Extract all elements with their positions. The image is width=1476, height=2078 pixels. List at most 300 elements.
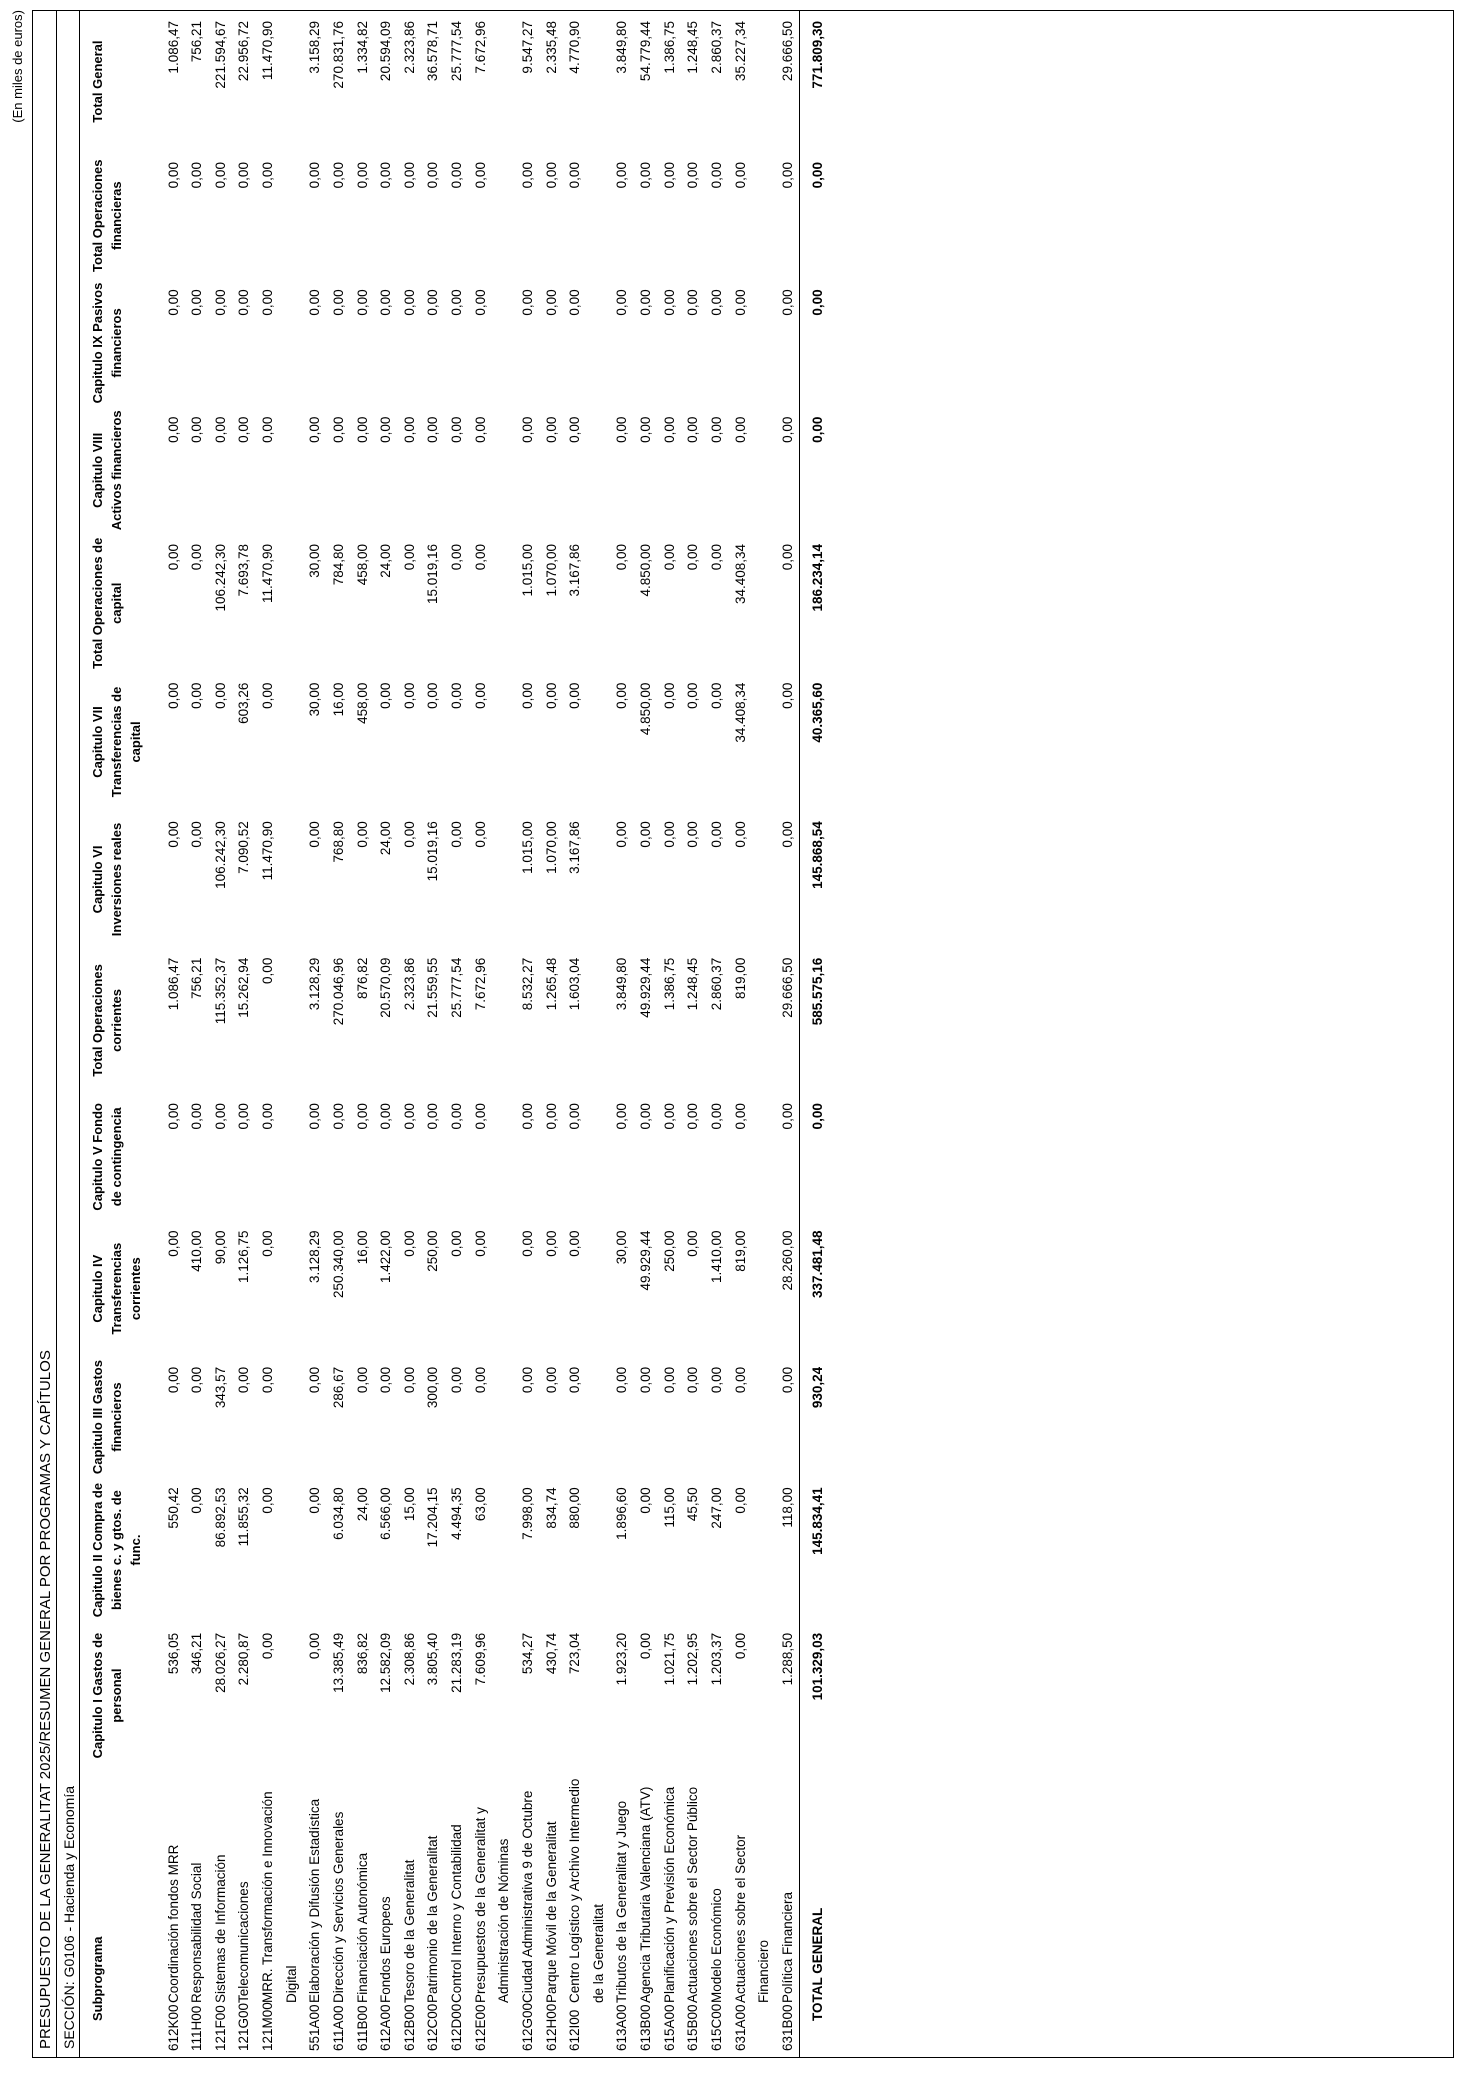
value-cell: 15.262,94 <box>236 957 252 1018</box>
value-cell: 15.019,16 <box>425 821 441 882</box>
value-cell: 2.323,86 <box>401 21 417 74</box>
value-cell: 0,00 <box>543 1366 559 1394</box>
total-cap8: 0,00 <box>810 416 826 443</box>
total-cap2: 145.834,41 <box>810 1487 826 1555</box>
value-cell: 286,67 <box>330 1366 346 1409</box>
value-cell: 0,00 <box>354 416 370 443</box>
value-cell: 4.850,00 <box>638 682 654 736</box>
value-cell: 0,00 <box>776 534 800 673</box>
value-cell: 0,00 <box>732 1366 748 1394</box>
value-cell: 1.021,75 <box>661 1632 677 1686</box>
value-cell: 0,00 <box>614 1366 630 1394</box>
subprogram-code: 111H00 <box>189 2005 205 2051</box>
value-cell: 0,00 <box>661 1366 677 1394</box>
value-cell: 4.850,00 <box>638 543 654 597</box>
value-cell: 768,80 <box>330 821 346 863</box>
value-cell: 3.805,40 <box>425 1632 441 1686</box>
value-cell: 0,00 <box>401 543 417 571</box>
subprogram-name: Planificación y Previsión Económica <box>661 1786 677 2003</box>
budget-table <box>81 11 836 2057</box>
value-cell: 0,00 <box>732 289 748 316</box>
report-frame <box>32 10 1454 2058</box>
value-cell: 6.034,80 <box>330 1487 346 1540</box>
value-cell: 0,00 <box>543 1103 559 1130</box>
value-cell: 0,00 <box>776 279 800 406</box>
subprogram-name: Patrimonio de la Generalitat <box>425 1835 441 2003</box>
value-cell: 0,00 <box>165 162 181 189</box>
value-cell: 28.260,00 <box>776 1220 800 1356</box>
value-cell: 0,00 <box>732 416 748 443</box>
value-cell: 0,00 <box>661 821 677 848</box>
table-row <box>563 11 610 2057</box>
value-cell: 1.015,00 <box>519 821 535 874</box>
value-cell: 0,00 <box>449 682 465 709</box>
value-cell: 410,00 <box>189 1230 205 1272</box>
value-cell: 0,00 <box>685 416 701 443</box>
value-cell: 0,00 <box>307 289 323 316</box>
total-cap4: 337.481,48 <box>810 1230 826 1299</box>
table-row <box>540 11 564 2057</box>
value-cell: 29.666,50 <box>776 948 800 1093</box>
value-cell: 3.849,80 <box>614 21 630 74</box>
value-cell: 1.086,47 <box>165 21 181 74</box>
section-divider <box>79 11 80 2057</box>
table-row <box>374 11 398 2057</box>
subprogram-name: Tributos de la Generalitat y Juego <box>614 1800 630 2003</box>
value-cell: 49.929,44 <box>638 1230 654 1291</box>
value-cell: 0,00 <box>354 1366 370 1394</box>
subprogram-name: Agencia Tributaria Valenciana (ATV) <box>638 1786 654 2003</box>
value-cell: 1.896,60 <box>614 1487 630 1540</box>
value-cell: 0,00 <box>543 1230 559 1257</box>
value-cell: 90,00 <box>212 1230 228 1265</box>
value-cell: 0,00 <box>330 1103 346 1130</box>
value-cell: 0,00 <box>685 1366 701 1394</box>
value-cell: 34.408,34 <box>732 543 748 604</box>
value-cell: 29.666,50 <box>776 11 800 152</box>
value-cell: 2.308,86 <box>401 1632 417 1686</box>
value-cell: 34.408,34 <box>732 682 748 743</box>
value-cell: 834,74 <box>543 1487 559 1529</box>
value-cell: 0,00 <box>260 289 276 316</box>
value-cell: 21.559,55 <box>425 957 441 1018</box>
value-cell: 346,21 <box>189 1632 205 1675</box>
value-cell: 0,00 <box>472 416 488 443</box>
value-cell: 0,00 <box>165 682 181 709</box>
value-cell: 0,00 <box>614 1103 630 1130</box>
value-cell: 3.128,29 <box>307 1230 323 1284</box>
value-cell: 2.335,48 <box>543 21 559 74</box>
value-cell: 1.248,45 <box>685 21 701 74</box>
table-body <box>152 11 800 2057</box>
table-row <box>445 11 469 2057</box>
table-row <box>776 11 800 2057</box>
subprogram-name: Control Interno y Contabilidad <box>449 1824 465 2003</box>
value-cell: 603,26 <box>236 682 252 724</box>
value-cell: 0,00 <box>330 162 346 189</box>
subprogram-code: 615C00 <box>708 2003 724 2051</box>
subprogram-name: Política Financiera <box>776 1768 800 2007</box>
subprogram-code: 121M00 <box>260 2002 276 2051</box>
value-cell: 0,00 <box>685 1103 701 1130</box>
value-cell: 0,00 <box>165 543 181 571</box>
value-cell: 0,00 <box>685 543 701 571</box>
value-cell: 115.352,37 <box>212 957 228 1025</box>
value-cell: 250,00 <box>661 1230 677 1272</box>
value-cell: 876,82 <box>354 957 370 999</box>
total-cap6: 145.868,54 <box>810 821 826 889</box>
value-cell: 11.470,90 <box>260 21 276 81</box>
value-cell: 0,00 <box>425 162 441 189</box>
value-cell: 0,00 <box>614 416 630 443</box>
value-cell: 0,00 <box>776 673 800 812</box>
value-cell: 0,00 <box>472 1366 488 1394</box>
value-cell: 0,00 <box>685 1230 701 1257</box>
value-cell: 1.386,75 <box>661 957 677 1011</box>
value-cell: 0,00 <box>661 162 677 189</box>
table-row <box>610 11 634 2057</box>
value-cell: 0,00 <box>776 811 800 947</box>
value-cell: 0,00 <box>212 416 228 443</box>
value-cell: 16,00 <box>330 682 346 717</box>
value-cell: 0,00 <box>567 162 583 189</box>
subprogram-code: 612H00 <box>543 2003 559 2051</box>
value-cell: 784,80 <box>330 543 346 586</box>
table-row <box>469 11 516 2057</box>
title-divider <box>56 11 57 2057</box>
value-cell: 1.126,75 <box>236 1230 252 1284</box>
value-cell: 0,00 <box>260 1632 276 1660</box>
table-row <box>327 11 351 2057</box>
value-cell: 0,00 <box>378 162 394 189</box>
subprogram-name: Actuaciones sobre el Sector Financiero <box>732 1834 772 2003</box>
value-cell: 0,00 <box>189 162 205 189</box>
header-cap2: Capitulo II Compra de bienes c. y gtos. de func. <box>90 1482 143 1618</box>
subprogram-code: 612A00 <box>378 2004 394 2051</box>
value-cell: 63,00 <box>472 1487 488 1522</box>
total-financieras: 0,00 <box>810 162 826 189</box>
value-cell: 0,00 <box>776 1357 800 1477</box>
value-cell: 54.779,44 <box>638 21 654 82</box>
value-cell: 7.998,00 <box>519 1487 535 1540</box>
value-cell: 24,00 <box>378 821 394 856</box>
value-cell: 1.923,20 <box>614 1632 630 1686</box>
value-cell: 7.672,96 <box>472 957 488 1011</box>
value-cell: 20.570,09 <box>378 957 394 1018</box>
value-cell: 0,00 <box>732 162 748 189</box>
value-cell: 536,05 <box>165 1632 181 1675</box>
value-cell: 0,00 <box>614 289 630 316</box>
value-cell: 0,00 <box>567 289 583 316</box>
value-cell: 1.422,00 <box>378 1230 394 1284</box>
value-cell: 0,00 <box>330 416 346 443</box>
value-cell: 0,00 <box>354 821 370 848</box>
total-corrientes: 585.575,16 <box>810 957 826 1026</box>
value-cell: 0,00 <box>189 289 205 316</box>
value-cell: 3.849,80 <box>614 957 630 1011</box>
value-cell: 0,00 <box>307 1366 323 1394</box>
subprogram-code: 612I00 <box>567 2009 583 2051</box>
total-cap5: 0,00 <box>810 1103 826 1130</box>
header-row <box>81 11 152 2057</box>
value-cell: 0,00 <box>425 682 441 709</box>
value-cell: 0,00 <box>732 1487 748 1514</box>
value-cell: 0,00 <box>378 416 394 443</box>
value-cell: 819,00 <box>732 957 748 999</box>
value-cell: 0,00 <box>543 289 559 316</box>
table-row <box>681 11 705 2057</box>
value-cell: 0,00 <box>449 416 465 443</box>
value-cell: 0,00 <box>519 162 535 189</box>
value-cell: 0,00 <box>307 1632 323 1660</box>
value-cell: 0,00 <box>776 152 800 279</box>
value-cell: 880,00 <box>567 1487 583 1529</box>
value-cell: 0,00 <box>776 407 800 534</box>
value-cell: 0,00 <box>425 416 441 443</box>
value-cell: 0,00 <box>567 416 583 443</box>
value-cell: 25.777,54 <box>449 957 465 1018</box>
subprogram-name: Dirección y Servicios Generales <box>330 1811 346 2003</box>
subprogram-code: 613A00 <box>614 2004 630 2051</box>
value-cell: 0,00 <box>260 162 276 189</box>
value-cell: 106.242,30 <box>212 543 228 612</box>
value-cell: 30,00 <box>307 543 323 578</box>
subprogram-code: 612C00 <box>425 2003 441 2051</box>
value-cell: 0,00 <box>378 1366 394 1394</box>
value-cell: 2.860,37 <box>708 957 724 1011</box>
header-cap7: Capitulo VII Transferencias de capital <box>90 686 143 798</box>
header-cap5: Capitulo V Fondo de contingencia <box>90 1103 124 1211</box>
value-cell: 0,00 <box>260 1230 276 1257</box>
value-cell: 0,00 <box>165 416 181 443</box>
value-cell: 1.070,00 <box>543 821 559 874</box>
value-cell: 0,00 <box>708 821 724 848</box>
subprogram-code: 631B00 <box>776 2007 800 2057</box>
value-cell: 0,00 <box>354 1103 370 1130</box>
value-cell: 11.470,90 <box>260 821 276 881</box>
value-cell: 4.770,90 <box>567 21 583 74</box>
value-cell: 0,00 <box>401 1230 417 1257</box>
value-cell: 3.128,29 <box>307 957 323 1011</box>
table-row <box>303 11 327 2057</box>
header-cap3: Capitulo III Gastos financieros <box>90 1360 124 1475</box>
value-cell: 836,82 <box>354 1632 370 1675</box>
subprogram-name: Financiación Autonómica <box>354 1852 370 2003</box>
value-cell: 723,04 <box>567 1632 583 1675</box>
value-cell: 0,00 <box>236 289 252 316</box>
subprogram-code: 611B00 <box>354 2005 370 2051</box>
value-cell: 0,00 <box>614 821 630 848</box>
value-cell: 0,00 <box>401 289 417 316</box>
value-cell: 24,00 <box>354 1487 370 1522</box>
value-cell: 0,00 <box>638 1632 654 1660</box>
value-cell: 0,00 <box>189 1103 205 1130</box>
subprogram-code: 551A00 <box>307 2004 323 2051</box>
value-cell: 118,00 <box>776 1477 800 1622</box>
value-cell: 0,00 <box>472 1230 488 1257</box>
value-cell: 1.248,45 <box>685 957 701 1011</box>
value-cell: 0,00 <box>378 1103 394 1130</box>
value-cell: 0,00 <box>212 162 228 189</box>
value-cell: 0,00 <box>519 416 535 443</box>
value-cell: 106.242,30 <box>212 821 228 889</box>
value-cell: 0,00 <box>708 162 724 189</box>
subprogram-name: MRR. Transformación e Innovación Digital <box>260 1791 299 2003</box>
value-cell: 0,00 <box>661 543 677 571</box>
value-cell: 2.860,37 <box>708 21 724 74</box>
value-cell: 221.594,67 <box>212 21 228 89</box>
value-cell: 1.265,48 <box>543 957 559 1011</box>
value-cell: 0,00 <box>685 162 701 189</box>
table-row <box>516 11 540 2057</box>
value-cell: 0,00 <box>614 682 630 709</box>
subprogram-name: Fondos Europeos <box>378 1896 394 2003</box>
value-cell: 0,00 <box>732 1632 748 1660</box>
value-cell: 45,50 <box>685 1487 701 1522</box>
value-cell: 9.547,27 <box>519 21 535 74</box>
value-cell: 49.929,44 <box>638 957 654 1018</box>
value-cell: 1.070,00 <box>543 543 559 597</box>
value-cell: 0,00 <box>567 1366 583 1394</box>
subprogram-code: 613B00 <box>638 2004 654 2051</box>
value-cell: 0,00 <box>567 682 583 709</box>
value-cell: 0,00 <box>189 1366 205 1394</box>
value-cell: 0,00 <box>189 682 205 709</box>
value-cell: 0,00 <box>378 289 394 316</box>
value-cell: 0,00 <box>472 543 488 571</box>
subprogram-name: Coordinación fondos MRR <box>165 1844 181 2003</box>
total-label: TOTAL GENERAL <box>810 1907 826 2021</box>
value-cell: 819,00 <box>732 1230 748 1272</box>
value-cell: 0,00 <box>260 416 276 443</box>
units-note: (En miles de euros) <box>10 10 25 123</box>
value-cell: 0,00 <box>236 1103 252 1130</box>
value-cell: 1.015,00 <box>519 543 535 597</box>
value-cell: 0,00 <box>189 821 205 848</box>
value-cell: 0,00 <box>260 1487 276 1514</box>
value-cell: 0,00 <box>401 162 417 189</box>
section-label: SECCIÓN: G0106 - Hacienda y Economía <box>61 1785 77 2049</box>
value-cell: 7.693,78 <box>236 543 252 597</box>
value-cell: 0,00 <box>776 1093 800 1220</box>
table-row <box>256 11 303 2057</box>
value-cell: 13.385,49 <box>330 1632 346 1693</box>
value-cell: 15,00 <box>401 1487 417 1522</box>
value-cell: 0,00 <box>472 1103 488 1130</box>
value-cell: 0,00 <box>165 1366 181 1394</box>
value-cell: 1.334,82 <box>354 21 370 74</box>
value-cell: 11.855,32 <box>236 1487 252 1547</box>
total-cap9: 0,00 <box>810 289 826 316</box>
value-cell: 0,00 <box>189 1487 205 1514</box>
value-cell: 0,00 <box>378 682 394 709</box>
subprogram-name: Tesoro de la Generalitat <box>401 1859 417 2003</box>
header-subprogram: Subprograma <box>90 1936 105 2021</box>
value-cell: 0,00 <box>212 682 228 709</box>
value-cell: 0,00 <box>236 416 252 443</box>
total-cap3: 930,24 <box>810 1366 826 1409</box>
value-cell: 7.672,96 <box>472 21 488 74</box>
value-cell: 0,00 <box>708 1103 724 1130</box>
value-cell: 247,00 <box>708 1487 724 1529</box>
value-cell: 6.566,00 <box>378 1487 394 1540</box>
value-cell: 0,00 <box>661 289 677 316</box>
value-cell: 35.227,34 <box>732 21 748 82</box>
value-cell: 0,00 <box>260 682 276 709</box>
header-total-corrientes: Total Operaciones corrientes <box>90 964 124 1077</box>
value-cell: 0,00 <box>449 1103 465 1130</box>
value-cell: 0,00 <box>519 1103 535 1130</box>
value-cell: 7.090,52 <box>236 821 252 874</box>
subprogram-name: Actuaciones sobre el Sector Público <box>685 1786 701 2003</box>
total-row <box>800 11 836 2057</box>
value-cell: 0,00 <box>638 416 654 443</box>
value-cell: 0,00 <box>708 1366 724 1394</box>
header-total-general: Total General <box>90 40 105 123</box>
subprogram-name: Centro Logístico y Archivo Intermedio de la Generalitat <box>567 1778 606 2003</box>
subprogram-name: Elaboración y Difusión Estadística <box>307 1798 323 2003</box>
value-cell: 0,00 <box>472 162 488 189</box>
subprogram-name: Modelo Económico <box>708 1888 724 2003</box>
value-cell: 270.831,76 <box>330 21 346 89</box>
value-cell: 0,00 <box>260 1103 276 1130</box>
value-cell: 0,00 <box>401 1366 417 1394</box>
table-row <box>398 11 422 2057</box>
value-cell: 0,00 <box>449 1366 465 1394</box>
value-cell: 0,00 <box>307 162 323 189</box>
subprogram-code: 612E00 <box>472 2004 488 2051</box>
value-cell: 0,00 <box>425 1103 441 1130</box>
value-cell: 0,00 <box>165 1103 181 1130</box>
header-cap6: Capitulo VI Inversiones reales <box>90 822 124 937</box>
value-cell: 0,00 <box>354 162 370 189</box>
value-cell: 0,00 <box>449 543 465 571</box>
value-cell: 7.609,96 <box>472 1632 488 1686</box>
value-cell: 534,27 <box>519 1632 535 1675</box>
value-cell: 0,00 <box>614 543 630 571</box>
value-cell: 11.470,90 <box>260 543 276 603</box>
value-cell: 0,00 <box>685 289 701 316</box>
table-row <box>185 11 209 2057</box>
value-cell: 12.582,09 <box>378 1632 394 1693</box>
value-cell: 3.167,86 <box>567 821 583 874</box>
total-general: 771.809,30 <box>810 21 826 89</box>
subprogram-name: Presupuestos de la Generalitat y Administración de Nóminas <box>472 1807 512 2003</box>
value-cell: 756,21 <box>189 21 205 63</box>
subprogram-code: 615A00 <box>661 2004 677 2051</box>
value-cell: 25.777,54 <box>449 21 465 82</box>
total-capital: 186.234,14 <box>810 543 826 612</box>
value-cell: 0,00 <box>165 1230 181 1257</box>
value-cell: 0,00 <box>685 821 701 848</box>
value-cell: 250,00 <box>425 1230 441 1272</box>
total-cap1: 101.329,03 <box>810 1632 826 1701</box>
table-row <box>421 11 445 2057</box>
value-cell: 17.204,15 <box>425 1487 441 1548</box>
value-cell: 0,00 <box>732 821 748 848</box>
value-cell: 0,00 <box>567 1103 583 1130</box>
value-cell: 21.283,19 <box>449 1632 465 1693</box>
value-cell: 0,00 <box>236 1366 252 1394</box>
value-cell: 0,00 <box>708 416 724 443</box>
subprogram-code: 612G00 <box>519 2002 535 2051</box>
header-total-capital: Total Operaciones de capital <box>90 537 124 669</box>
value-cell: 0,00 <box>401 682 417 709</box>
value-cell: 22.956,72 <box>236 21 252 82</box>
value-cell: 8.532,27 <box>519 957 535 1011</box>
subprogram-code: 612K00 <box>165 2004 181 2051</box>
value-cell: 550,42 <box>165 1487 181 1529</box>
